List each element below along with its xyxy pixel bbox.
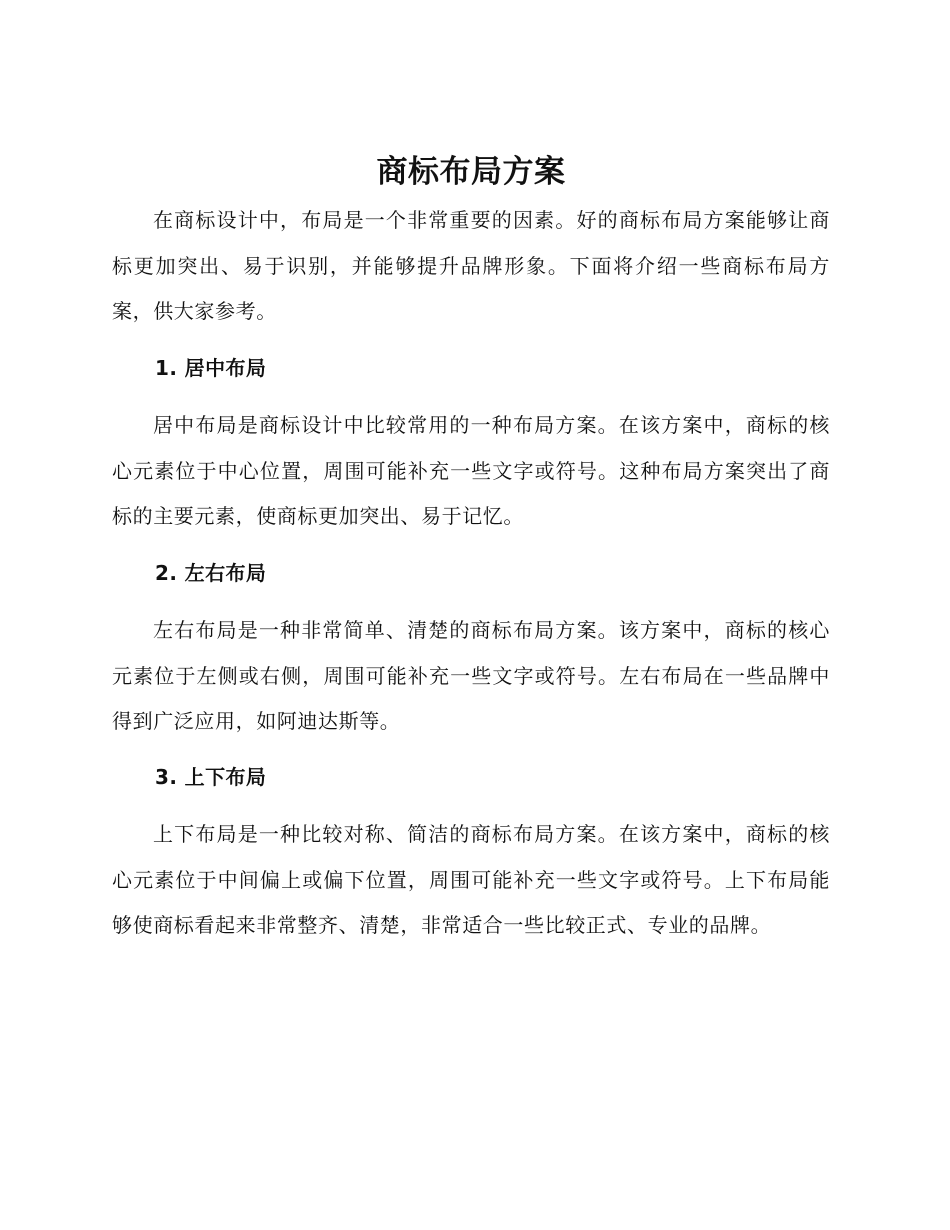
document-title: 商标布局方案 [376, 154, 566, 190]
section-heading-center-layout: 1. 居中布局 [155, 356, 267, 380]
section-body-top-bottom-layout: 上下布局是一种比较对称、简洁的商标布局方案。在该方案中，商标的核心元素位于中间偏上或偏下位置，周围可能补充一些文字或符号。上下布局能够使商标看起来非常整齐、清楚，非常适合一些比较正式、专业的品牌。 [112, 822, 830, 937]
intro-paragraph: 在商标设计中，布局是一个非常重要的因素。好的商标布局方案能够让商标更加突出、易于识别，并能够提升品牌形象。下面将介绍一些商标布局方案，供大家参考。 [112, 208, 830, 323]
section-heading-top-bottom-layout: 3. 上下布局 [155, 765, 267, 789]
section-body-left-right-layout: 左右布局是一种非常简单、清楚的商标布局方案。该方案中，商标的核心元素位于左侧或右侧，周围可能补充一些文字或符号。左右布局在一些品牌中得到广泛应用，如阿迪达斯等。 [112, 618, 830, 733]
section-heading-left-right-layout: 2. 左右布局 [155, 561, 267, 585]
section-body-center-layout: 居中布局是商标设计中比较常用的一种布局方案。在该方案中，商标的核心元素位于中心位置，周围可能补充一些文字或符号。这种布局方案突出了商标的主要元素，使商标更加突出、易于记忆。 [112, 413, 830, 528]
